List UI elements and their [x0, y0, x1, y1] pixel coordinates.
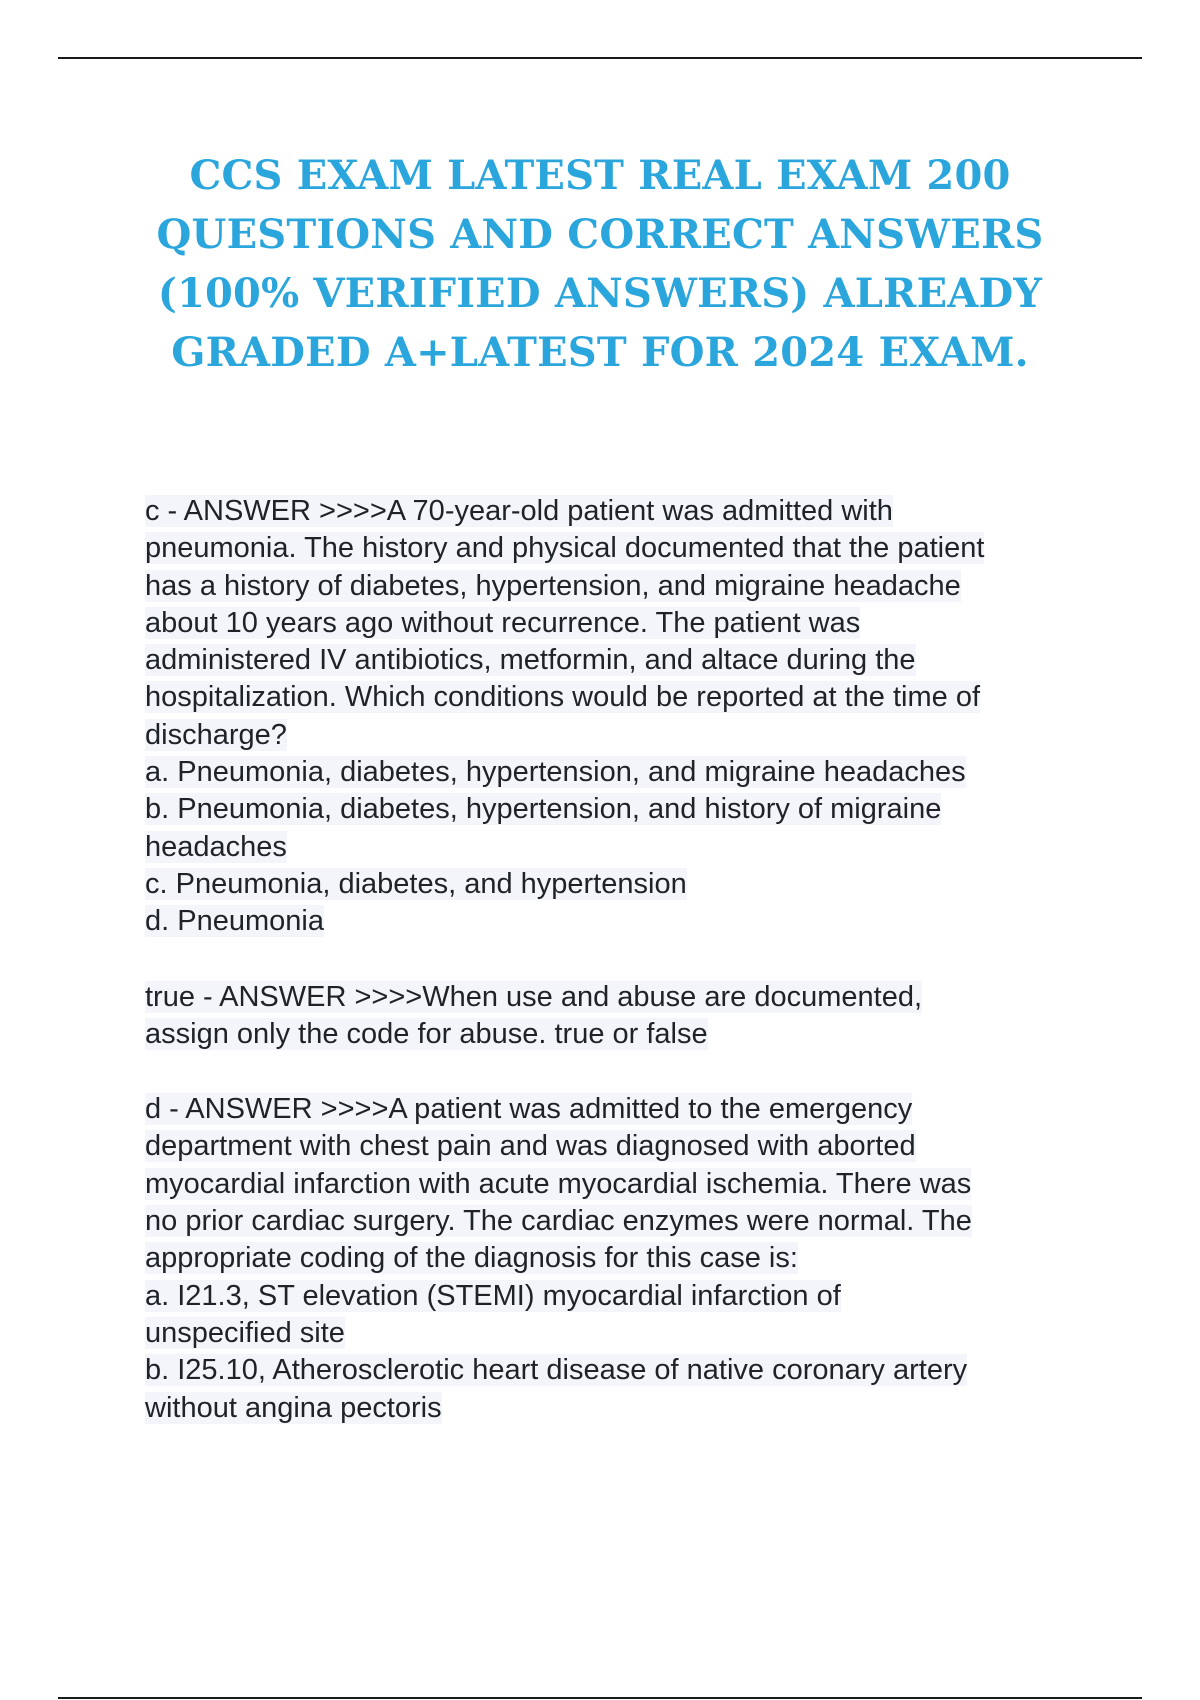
top-rule: [58, 57, 1142, 59]
question-line: hospitalization. Which conditions would be reported at the time of: [145, 681, 981, 714]
qa-item: [145, 979, 1105, 1054]
question-line: administered IV antibiotics, metformin, and altace during the: [145, 644, 916, 677]
question-line: assign only the code for abuse. true or false: [145, 1017, 708, 1050]
title-line: QUESTIONS AND CORRECT ANSWERS: [156, 211, 1044, 258]
question-line: true - ANSWER >>>>When use and abuse are documented,: [145, 980, 923, 1013]
question-line: has a history of diabetes, hypertension, and migraine headache: [145, 569, 961, 602]
question-line: about 10 years ago without recurrence. The patient was: [145, 606, 861, 639]
answer-option: headaches: [145, 830, 287, 863]
answer-option: b. Pneumonia, diabetes, hypertension, and history of migraine: [145, 793, 942, 826]
qa-item: [145, 493, 1105, 941]
answer-option: unspecified site: [145, 1316, 345, 1349]
answer-option: a. Pneumonia, diabetes, hypertension, and migraine headaches: [145, 756, 966, 789]
document-title: [120, 146, 1080, 382]
answer-option: b. I25.10, Atherosclerotic heart disease of native coronary artery: [145, 1354, 968, 1387]
question-line: appropriate coding of the diagnosis for this case is:: [145, 1242, 798, 1275]
question-line: no prior cardiac surgery. The cardiac enzymes were normal. The: [145, 1205, 972, 1238]
question-line: discharge?: [145, 718, 287, 751]
answer-option: d. Pneumonia: [145, 905, 324, 938]
question-line: d - ANSWER >>>>A patient was admitted to the emergency: [145, 1093, 913, 1126]
title-line: GRADED A+LATEST FOR 2024 EXAM.: [171, 329, 1029, 376]
title-line: (100% VERIFIED ANSWERS) ALREADY: [157, 270, 1043, 317]
qa-item: [145, 1091, 1105, 1427]
question-line: pneumonia. The history and physical documented that the patient: [145, 532, 985, 565]
answer-option: a. I21.3, ST elevation (STEMI) myocardial infarction of: [145, 1279, 841, 1312]
answer-option: without angina pectoris: [145, 1391, 442, 1424]
document-body: [145, 493, 1105, 1465]
answer-option: c. Pneumonia, diabetes, and hypertension: [145, 867, 687, 900]
bottom-rule: [58, 1697, 1142, 1699]
title-line: CCS EXAM LATEST REAL EXAM 200: [189, 152, 1011, 199]
question-line: department with chest pain and was diagnosed with aborted: [145, 1130, 916, 1163]
question-line: c - ANSWER >>>>A 70-year-old patient was admitted with: [145, 495, 893, 527]
question-line: myocardial infarction with acute myocardial ischemia. There was: [145, 1167, 972, 1200]
